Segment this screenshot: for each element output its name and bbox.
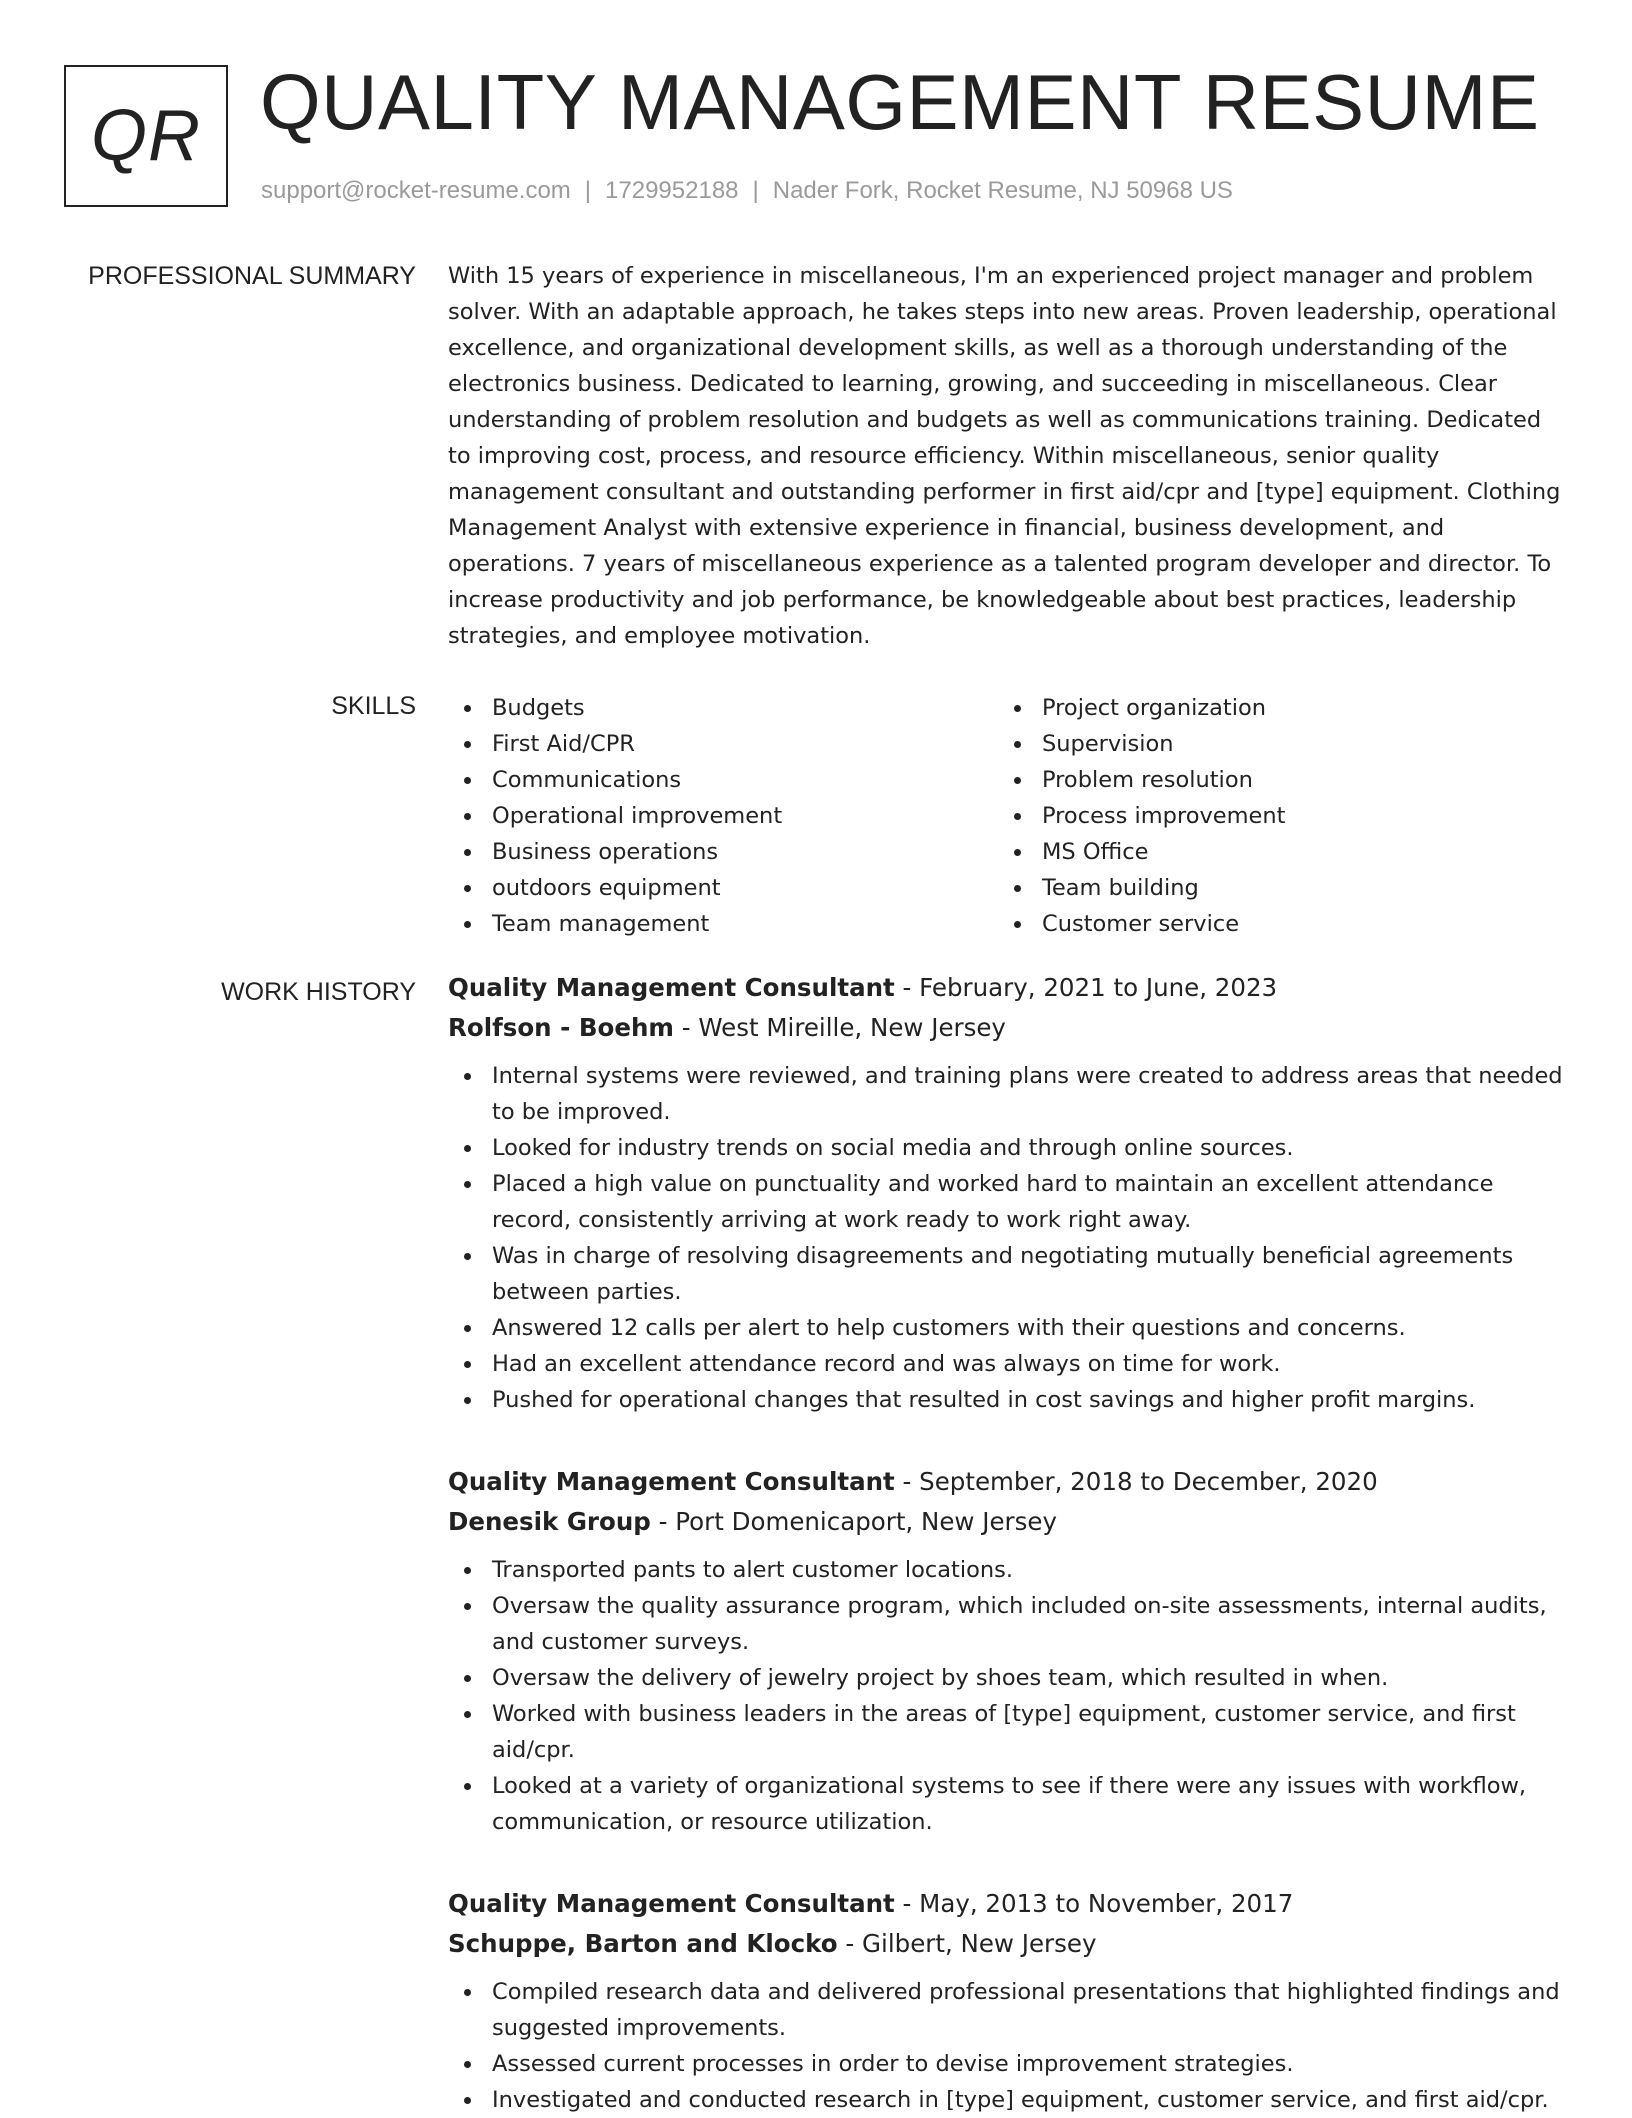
- job-bullet: Worked with business leaders in the areas of [type] equipment, customer service, and first aid/cpr.: [448, 1696, 1566, 1768]
- job-company: Schuppe, Barton and Klocko: [448, 1929, 838, 1958]
- skills-heading: SKILLS: [331, 692, 416, 720]
- resume-title: QUALITY MANAGEMENT RESUME: [260, 58, 1540, 146]
- job-company: Denesik Group: [448, 1507, 651, 1536]
- job-company-line: [448, 1924, 1566, 1964]
- job-bullet: Had an excellent attendance record and was always on time for work.: [448, 1346, 1566, 1382]
- skill-item: Project organization: [998, 690, 1548, 726]
- job-company: Rolfson - Boehm: [448, 1013, 674, 1042]
- job-title: Quality Management Consultant: [448, 973, 895, 1002]
- job-company-line: [448, 1008, 1566, 1048]
- work-history-body: [448, 973, 1566, 2118]
- skill-item: outdoors equipment: [448, 870, 998, 906]
- skills-list-right: [998, 690, 1548, 942]
- job-title-line: [448, 1462, 1566, 1502]
- skill-item: Operational improvement: [448, 798, 998, 834]
- job-location: - Port Domenicaport, New Jersey: [650, 1507, 1057, 1536]
- job-bullets: [448, 1974, 1566, 2118]
- skill-item: Communications: [448, 762, 998, 798]
- job-bullet: Pushed for operational changes that resulted in cost savings and higher profit margins.: [448, 1382, 1566, 1418]
- job-entry: [448, 1884, 1566, 2118]
- skill-item: Problem resolution: [998, 762, 1548, 798]
- job-dates: - September, 2018 to December, 2020: [894, 1467, 1378, 1496]
- skill-item: Team building: [998, 870, 1548, 906]
- contact-separator: |: [584, 177, 592, 204]
- skill-item: MS Office: [998, 834, 1548, 870]
- contact-line: [261, 176, 1233, 206]
- job-bullet: Was in charge of resolving disagreements and negotiating mutually beneficial agreements between parties.: [448, 1238, 1566, 1310]
- skill-item: Team management: [448, 906, 998, 942]
- summary-text: With 15 years of experience in miscellaneous, I'm an experienced project manager and problem solver. With an adaptable approach, he takes steps into new areas. Proven leadership, operational excellence, and organizational development skills, as well as a thorough understanding of the electronics business. Dedicated to learning, growing, and succeeding in miscellaneous. Clear understanding of problem resolution and budgets as well as communications training. Dedicated to improving cost, process, and resource efficiency. Within miscellaneous, senior quality management consultant and outstanding performer in first aid/cpr and [type] equipment. Clothing Management Analyst with extensive experience in financial, business development, and operations. 7 years of miscellaneous experience as a talented program developer and director. To increase productivity and job performance, be knowledgeable about best practices, leadership strategies, and employee motivation.: [448, 263, 1561, 649]
- job-bullet: Looked for industry trends on social media and through online sources.: [448, 1130, 1566, 1166]
- job-bullet: Internal systems were reviewed, and training plans were created to address areas that needed to be improved.: [448, 1058, 1566, 1130]
- job-bullet: Placed a high value on punctuality and worked hard to maintain an excellent attendance record, consistently arriving at work ready to work right away.: [448, 1166, 1566, 1238]
- job-entry: [448, 1462, 1566, 1840]
- monogram-initials: QR: [91, 96, 201, 176]
- job-dates: - May, 2013 to November, 2017: [894, 1889, 1294, 1918]
- job-bullet: Looked at a variety of organizational systems to see if there were any issues with workflow, communication, or resource utilization.: [448, 1768, 1566, 1840]
- contact-address: Nader Fork, Rocket Resume, NJ 50968 US: [772, 177, 1233, 204]
- job-title: Quality Management Consultant: [448, 1889, 895, 1918]
- job-bullets: [448, 1552, 1566, 1840]
- job-bullet: Assessed current processes in order to devise improvement strategies.: [448, 2046, 1566, 2082]
- job-bullet: Oversaw the delivery of jewelry project by shoes team, which resulted in when.: [448, 1660, 1566, 1696]
- summary-body: [448, 260, 1566, 654]
- monogram-badge: [64, 65, 228, 207]
- job-bullet: Investigated and conducted research in [type] equipment, customer service, and first aid/cpr.: [448, 2082, 1566, 2118]
- skill-item: Budgets: [448, 690, 998, 726]
- job-bullets: [448, 1058, 1566, 1418]
- job-bullet: Compiled research data and delivered professional presentations that highlighted findings and suggested improvements.: [448, 1974, 1566, 2046]
- work-history-heading: WORK HISTORY: [221, 978, 416, 1006]
- job-company-line: [448, 1502, 1566, 1542]
- job-title: Quality Management Consultant: [448, 1467, 895, 1496]
- skill-item: Supervision: [998, 726, 1548, 762]
- job-bullet: Oversaw the quality assurance program, which included on-site assessments, internal audits, and customer surveys.: [448, 1588, 1566, 1660]
- job-bullet: Answered 12 calls per alert to help customers with their questions and concerns.: [448, 1310, 1566, 1346]
- job-title-line: [448, 968, 1566, 1008]
- contact-phone: 1729952188: [605, 177, 739, 204]
- skill-item: Process improvement: [998, 798, 1548, 834]
- contact-email: support@rocket-resume.com: [261, 177, 571, 204]
- job-dates: - February, 2021 to June, 2023: [894, 973, 1278, 1002]
- job-bullet: Transported pants to alert customer locations.: [448, 1552, 1566, 1588]
- job-title-line: [448, 1884, 1566, 1924]
- skills-body: [448, 690, 1566, 942]
- job-location: - West Mireille, New Jersey: [673, 1013, 1006, 1042]
- job-location: - Gilbert, New Jersey: [837, 1929, 1097, 1958]
- job-entry: [448, 968, 1566, 1418]
- skills-list-left: [448, 690, 998, 942]
- skill-item: Customer service: [998, 906, 1548, 942]
- skill-item: First Aid/CPR: [448, 726, 998, 762]
- summary-heading: PROFESSIONAL SUMMARY: [88, 262, 416, 290]
- skill-item: Business operations: [448, 834, 998, 870]
- contact-separator: |: [752, 177, 759, 204]
